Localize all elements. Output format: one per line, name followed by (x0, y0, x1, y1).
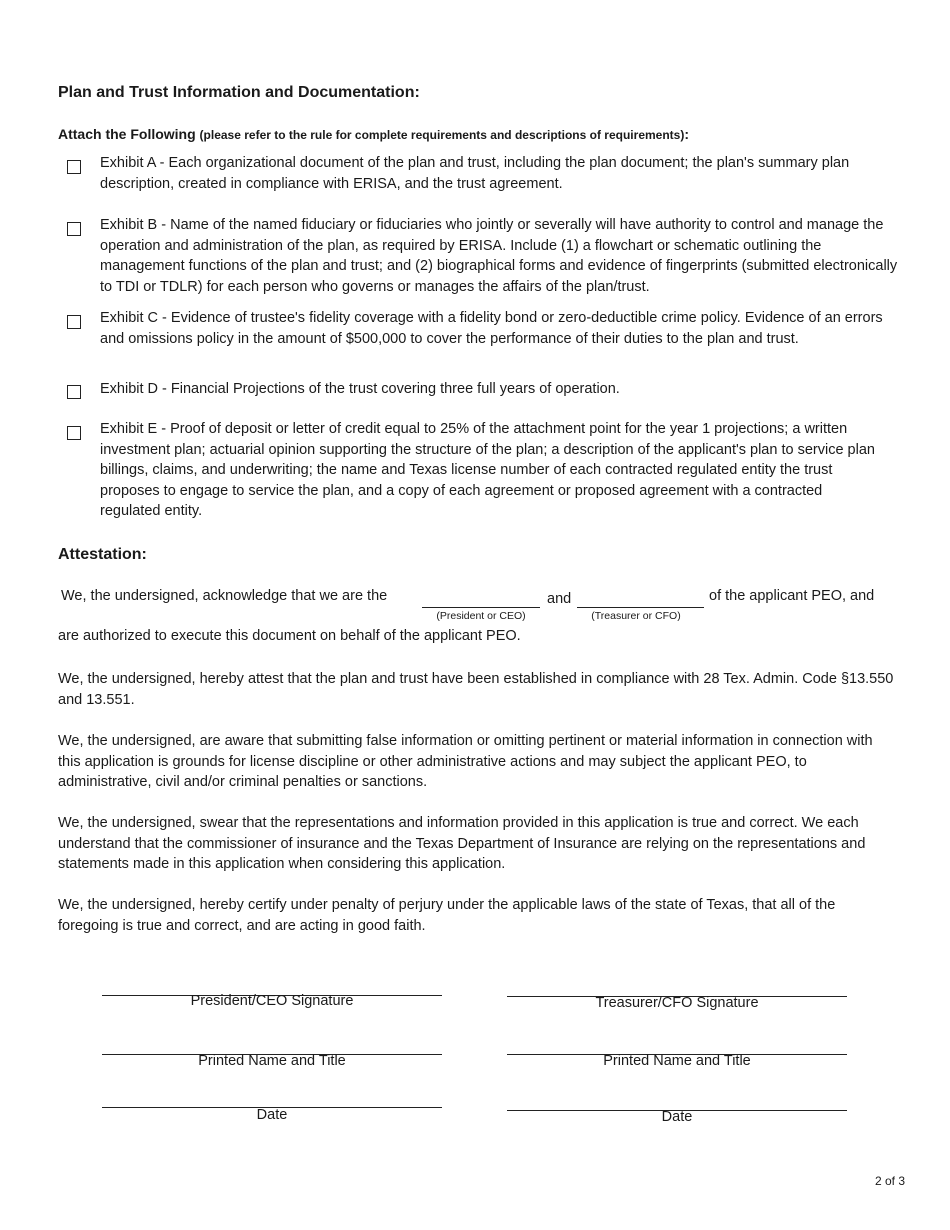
attach-note: (please refer to the rule for complete requirements and descriptions of requirements) (199, 128, 685, 142)
and-word: and (547, 591, 572, 607)
president-printed-name-label: Printed Name and Title (198, 1053, 346, 1069)
treasurer-date-label: Date (661, 1109, 693, 1125)
attestation-paragraph-1: We, the undersigned, hereby attest that the plan and trust have been established in compliance with 28 Tex. Admin. Code §13.550 and 13.551. (58, 671, 894, 708)
attestation-paragraph-2: We, the undersigned, are aware that submitting false information or omitting pertinent or material information in connection with this application is grounds for license discipline or other administrative actions and may subject the applicant PEO, to administrative, civil and/or criminal penalties or sanctions. (58, 733, 873, 790)
attestation-line1-start: We, the undersigned, acknowledge that we are the (61, 588, 388, 604)
treasurer-signature-label: Treasurer/CFO Signature (595, 995, 759, 1011)
treasurer-caption: (Treasurer or CFO) (591, 610, 681, 622)
exhibit-b-text: Exhibit B - Name of the named fiduciary or fiduciaries who jointly or severally will have authority to control and manage the operation and administration of the plan, as required by ERISA. Include (1) a flowchart or schematic outlining the management functions of the plan and trust; and (2) biographical forms and evidence of fingerprints (submitted electronically to TDI or TDLR) for each person who governs or manages the affairs of the plan/trust. (100, 217, 898, 295)
treasurer-title-field[interactable] (577, 607, 704, 608)
attestation-paragraph-4: We, the undersigned, hereby certify under penalty of perjury under the applicable laws of the state of Texas, that all of the foregoing is true and correct, and are acting in good faith. (58, 897, 836, 934)
exhibit-d-checkbox[interactable] (67, 385, 81, 399)
section-title: Plan and Trust Information and Documentation: (58, 84, 420, 101)
president-date-label: Date (256, 1107, 288, 1123)
exhibit-c-text: Exhibit C - Evidence of trustee's fidelity coverage with a fidelity bond or zero-deductible crime policy. Evidence of an errors and omissions policy in the amount of $500,000 to cover the performance of their duties to the plan and trust. (100, 310, 883, 347)
president-title-field[interactable] (422, 607, 540, 608)
exhibit-e-text: Exhibit E - Proof of deposit or letter of credit equal to 25% of the attachment point for the year 1 projections; a written investment plan; actuarial opinion supporting the structure of the plan; a description of the applicant's plan to service plan billings, claims, and underwriting; the name and Texas license number of each contracted regulated entity the trust proposes to engage to service the plan, and a copy of each agreement or proposed agreement with a contracted regulated entity. (100, 421, 875, 519)
exhibit-a-checkbox[interactable] (67, 160, 81, 174)
attach-instructions (58, 126, 689, 142)
exhibit-d-text: Exhibit D - Financial Projections of the trust covering three full years of operation. (100, 381, 620, 397)
exhibit-e-checkbox[interactable] (67, 426, 81, 440)
president-caption: (President or CEO) (436, 610, 526, 622)
treasurer-printed-name-label: Printed Name and Title (603, 1053, 751, 1069)
president-signature-label: President/CEO Signature (190, 993, 354, 1009)
attestation-line1-end: of the applicant PEO, and (709, 588, 875, 604)
page-number: 2 of 3 (875, 1174, 906, 1188)
exhibit-c-checkbox[interactable] (67, 315, 81, 329)
exhibit-b-checkbox[interactable] (67, 222, 81, 236)
exhibit-a-text: Exhibit A - Each organizational document of the plan and trust, including the plan document; the plan's summary plan description, created in compliance with ERISA, and the trust agreement. (100, 155, 850, 192)
attach-lead: Attach the Following (58, 126, 196, 142)
attach-colon: : (684, 126, 689, 142)
attestation-title: Attestation: (58, 546, 147, 563)
attestation-paragraph-3: We, the undersigned, swear that the representations and information provided in this application is true and correct. We each understand that the commissioner of insurance and the Texas Department of Insurance are relying on the representations and statements made in this application when considering this application. (58, 815, 866, 872)
attestation-line2: are authorized to execute this document on behalf of the applicant PEO. (58, 628, 521, 644)
